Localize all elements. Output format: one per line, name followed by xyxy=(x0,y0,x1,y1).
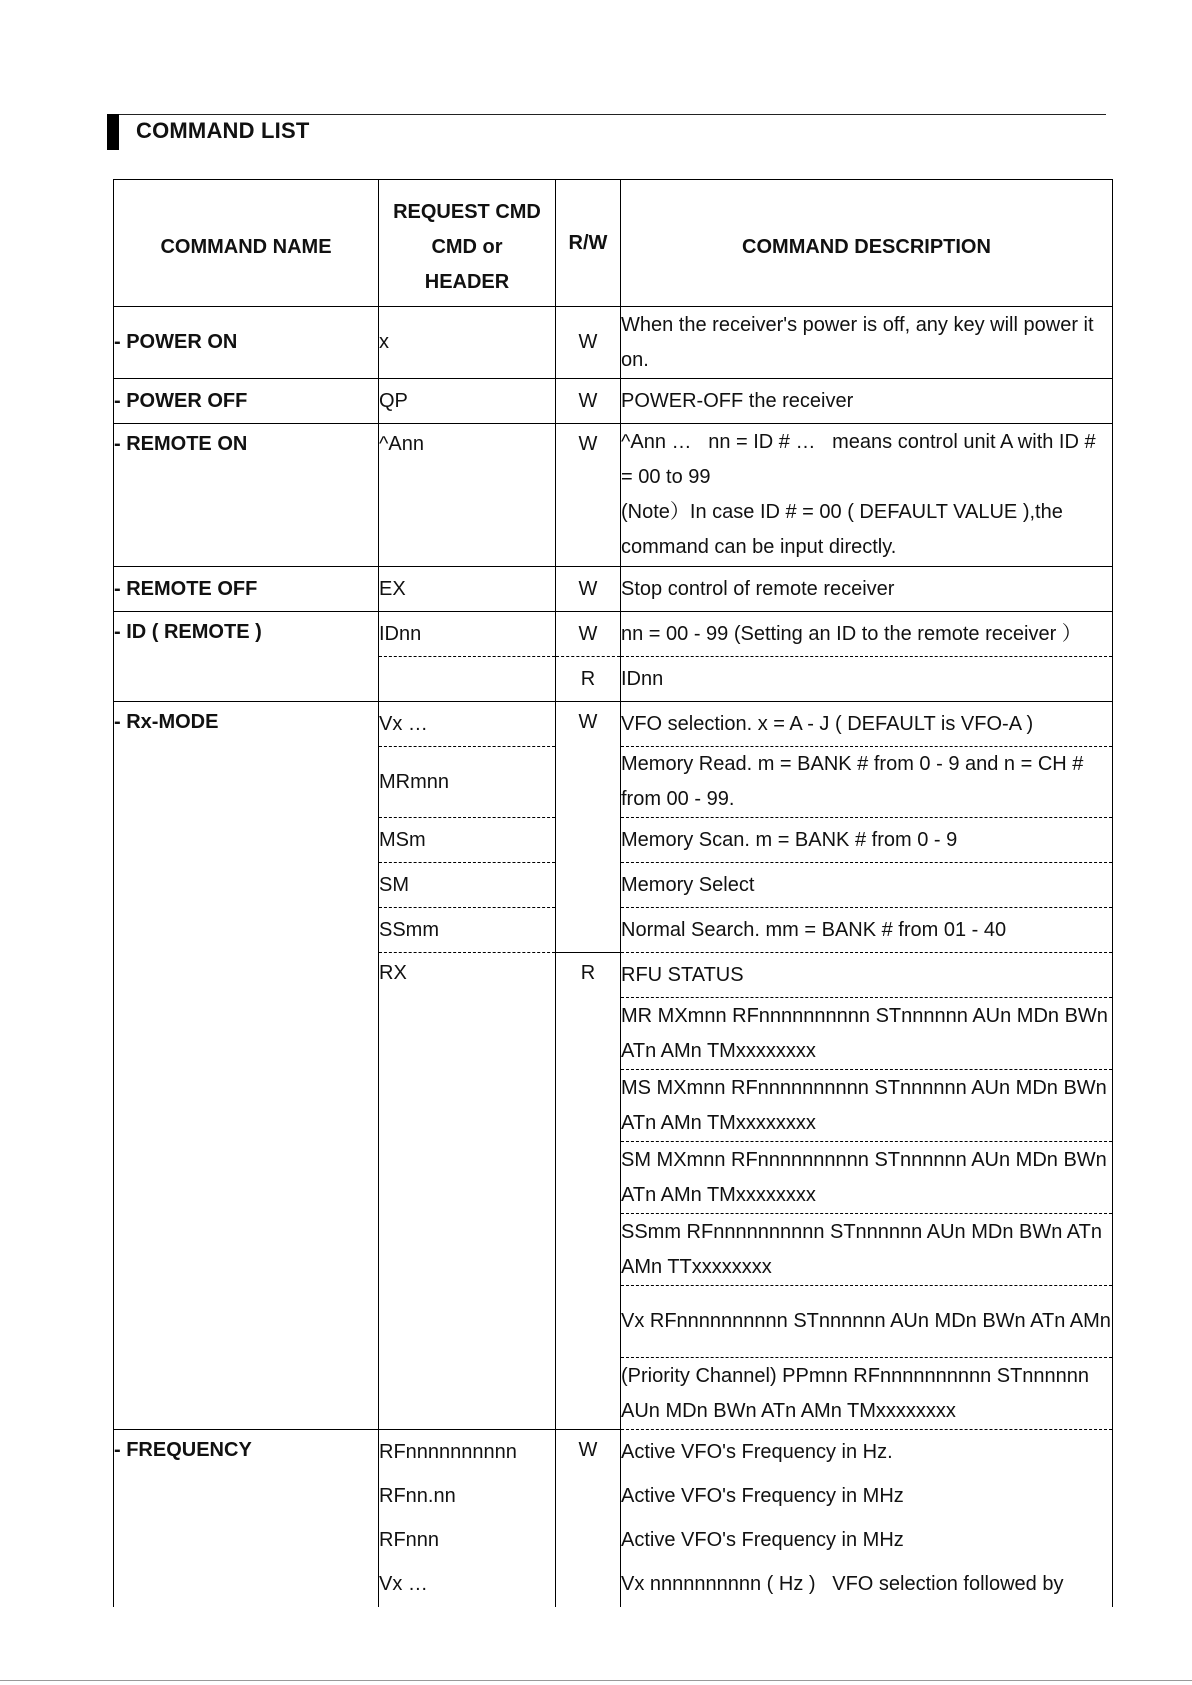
desc-remote-off: Stop control of remote receiver xyxy=(621,567,1113,612)
desc-freq-hz: Active VFO's Frequency in Hz. xyxy=(621,1430,1113,1475)
table-row xyxy=(114,1430,1113,1475)
desc-power-on: When the receiver's power is off, any key will power it on. xyxy=(621,307,1113,379)
cmd-code-remote-off: EX xyxy=(379,567,556,612)
rw-power-on: W xyxy=(556,307,621,379)
heading-marker xyxy=(107,114,119,150)
desc-remote-on-note: (Note）In case ID # = 00 ( DEFAULT VALUE ),the command can be input directly. xyxy=(621,501,1063,558)
cmd-code-freq-hz: RFnnnnnnnnnn xyxy=(379,1430,556,1475)
cmd-name-remote-off: - REMOTE OFF xyxy=(114,567,379,612)
table-row-power-off xyxy=(114,379,1113,424)
desc-power-off: POWER-OFF the receiver xyxy=(621,379,1113,424)
cmd-name-rx-mode: - Rx-MODE xyxy=(114,702,379,1430)
cmd-code-freq-mhz-1: RFnn.nn xyxy=(379,1475,556,1519)
desc-rx-memory-read: Memory Read. m = BANK # from 0 - 9 and n = CH # from 00 - 99. xyxy=(621,747,1113,818)
cmd-code-rx-normal-search: SSmm xyxy=(379,908,556,953)
desc-rx-read-mr: MR MXmnn RFnnnnnnnnnn STnnnnnn AUn MDn BWn ATn AMn TMxxxxxxxx xyxy=(621,998,1113,1070)
top-rule xyxy=(107,114,1106,115)
header-description: COMMAND DESCRIPTION xyxy=(621,180,1113,307)
desc-rx-memory-select: Memory Select xyxy=(621,863,1113,908)
cmd-name-frequency: - FREQUENCY xyxy=(114,1430,379,1607)
cmd-name-power-off: - POWER OFF xyxy=(114,379,379,424)
desc-freq-mhz-2: Active VFO's Frequency in MHz xyxy=(621,1519,1113,1563)
cmd-code-rx-memory-read: MRmnn xyxy=(379,747,556,818)
desc-remote-on xyxy=(621,424,1113,567)
table-row-power-on xyxy=(114,307,1113,379)
cmd-code-rx-read: RX xyxy=(379,953,556,1430)
command-table xyxy=(113,179,1113,1607)
header-command-name: COMMAND NAME xyxy=(114,180,379,307)
table-header-row xyxy=(114,180,1113,307)
cmd-code-id-remote-read xyxy=(379,657,556,702)
desc-id-remote-write: nn = 00 - 99 (Setting an ID to the remote receiver ） xyxy=(621,612,1113,657)
desc-freq-vfo: Vx nnnnnnnnnn ( Hz ) VFO selection followed by xyxy=(621,1563,1113,1607)
header-request-line-2: CMD or xyxy=(431,236,503,258)
cmd-name-id-remote: - ID ( REMOTE ) xyxy=(114,612,379,702)
desc-rx-rfu-status: RFU STATUS xyxy=(621,953,1113,998)
desc-freq-mhz-1: Active VFO's Frequency in MHz xyxy=(621,1475,1113,1519)
page-title: COMMAND LIST xyxy=(136,118,310,143)
cmd-code-rx-memory-select: SM xyxy=(379,863,556,908)
desc-rx-memory-scan: Memory Scan. m = BANK # from 0 - 9 xyxy=(621,818,1113,863)
header-request-line-1: REQUEST CMD xyxy=(393,201,541,223)
rw-id-remote-write: W xyxy=(556,612,621,657)
cmd-code-power-on: x xyxy=(379,307,556,379)
header-request-cmd xyxy=(379,180,556,307)
desc-remote-on-line-1: ^Ann … nn = ID # … means control unit A with ID # = 00 to 99 xyxy=(621,431,1096,488)
desc-id-remote-read: IDnn xyxy=(621,657,1113,702)
cmd-code-freq-mhz-2: RFnnn xyxy=(379,1519,556,1563)
rw-frequency: W xyxy=(556,1430,621,1607)
cmd-code-id-remote: IDnn xyxy=(379,612,556,657)
cmd-code-remote-on: ^Ann xyxy=(379,424,556,567)
cmd-code-rx-vfo: Vx … xyxy=(379,702,556,747)
header-rw: R/W xyxy=(556,180,621,307)
table-row-remote-off xyxy=(114,567,1113,612)
page-bottom-edge xyxy=(0,1680,1192,1681)
rw-rx-mode-write: W xyxy=(556,702,621,953)
rw-power-off: W xyxy=(556,379,621,424)
table-row-id-remote xyxy=(114,612,1113,657)
header-request-line-3: HEADER xyxy=(424,271,510,293)
desc-rx-read-sm: SM MXmnn RFnnnnnnnnnn STnnnnnn AUn MDn BWn ATn AMn TMxxxxxxxx xyxy=(621,1142,1113,1214)
cmd-code-freq-vfo: Vx … xyxy=(379,1563,556,1607)
table-row xyxy=(114,702,1113,747)
cmd-code-rx-memory-scan: MSm xyxy=(379,818,556,863)
cmd-code-power-off: QP xyxy=(379,379,556,424)
desc-rx-read-vx: Vx RFnnnnnnnnnn STnnnnnn AUn MDn BWn ATn AMn xyxy=(621,1286,1113,1358)
rw-remote-off: W xyxy=(556,567,621,612)
desc-rx-vfo: VFO selection. x = A - J ( DEFAULT is VFO-A ) xyxy=(621,702,1113,747)
table-row-remote-on xyxy=(114,424,1113,567)
desc-rx-read-priority: (Priority Channel) PPmnn RFnnnnnnnnnn STnnnnnn AUn MDn BWn ATn AMn TMxxxxxxxx xyxy=(621,1358,1113,1430)
desc-rx-read-ssmm: SSmm RFnnnnnnnnnn STnnnnnn AUn MDn BWn ATn AMn TTxxxxxxxx xyxy=(621,1214,1113,1286)
rw-rx-mode-read: R xyxy=(556,953,621,1430)
cmd-name-power-on: - POWER ON xyxy=(114,307,379,379)
cmd-name-remote-on: - REMOTE ON xyxy=(114,424,379,567)
desc-rx-read-ms: MS MXmnn RFnnnnnnnnnn STnnnnnn AUn MDn BWn ATn AMn TMxxxxxxxx xyxy=(621,1070,1113,1142)
desc-rx-normal-search: Normal Search. mm = BANK # from 01 - 40 xyxy=(621,908,1113,953)
rw-id-remote-read: R xyxy=(556,657,621,702)
rw-remote-on: W xyxy=(556,424,621,567)
